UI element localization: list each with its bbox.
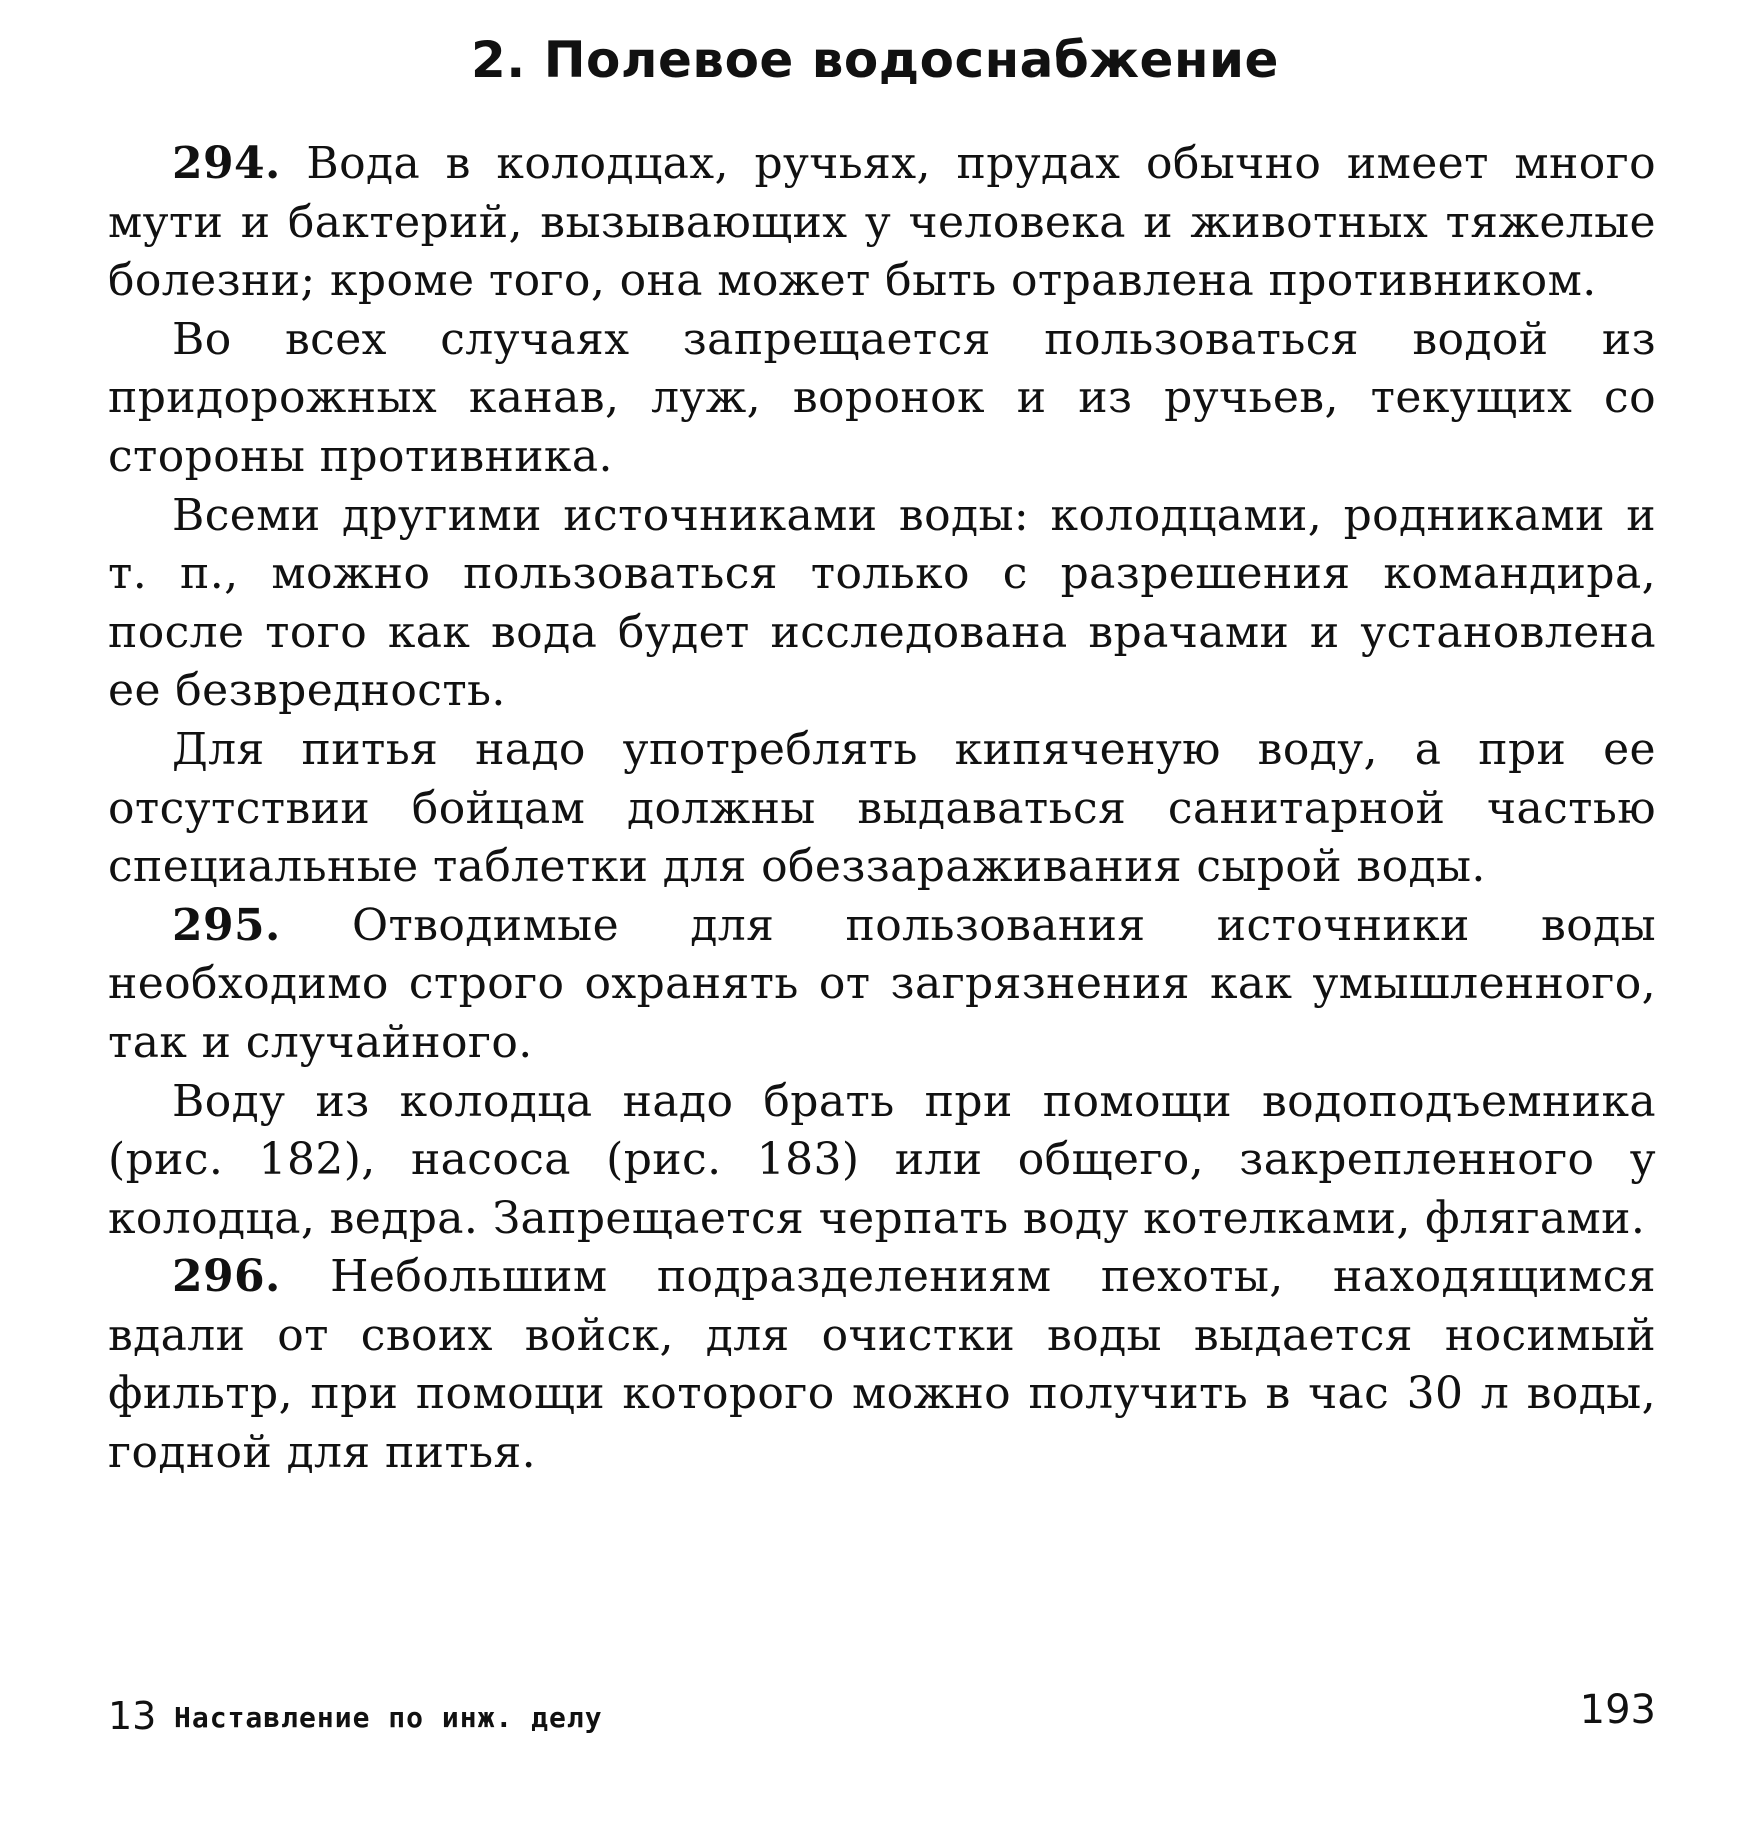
paragraph-number: 294.: [172, 138, 281, 189]
section-title: 2. Полевое водоснабжение: [471, 31, 1279, 89]
book-caption: Наставление по инж. делу: [174, 1701, 603, 1734]
paragraph-drinking: [108, 721, 1656, 897]
paragraph-number: 295.: [172, 899, 281, 951]
body-text: [108, 135, 1656, 1483]
signature-mark: 13: [108, 1694, 157, 1738]
paragraph-text: Для питья надо употреблять кипяченую воду, а при ее отсутствии бойцам должны выдаваться санитарной частью специальные таблетки для обеззараживания сырой воды.: [108, 723, 1656, 893]
paragraph-text: Вода в колодцах, ручьях, прудах обычно имеет много мути и бактерий, вызывающих у человека и животных тяжелые болезни; кроме того, она может быть отравлена противником.: [108, 138, 1656, 307]
paragraph-text: Отводимые для пользования источники воды необходимо строго охранять от загрязнения как умышленного, так и случайного.: [108, 899, 1656, 1068]
paragraph-well-water: [108, 1073, 1656, 1249]
page-footer: [108, 1686, 1656, 1746]
paragraph-294: [108, 135, 1656, 311]
paragraph-number: 296.: [172, 1251, 281, 1303]
paragraph-text: Всеми другими источниками воды: колодцами, родниками и т. п., можно пользоваться только с разрешения командира, после того как вода будет исследована врачами и установлена ее безвредность.: [108, 489, 1656, 717]
paragraph-295: [108, 897, 1656, 1073]
paragraph-text: Небольшим подразделениям пехоты, находящимся вдали от своих войск, для очистки воды выдается носимый фильтр, при помощи которого можно получить в час 30 л воды, годной для питья.: [108, 1251, 1656, 1479]
paragraph-roadside-water: [108, 311, 1656, 487]
paragraph-other-sources: [108, 487, 1656, 721]
paragraph-296: [108, 1248, 1656, 1482]
paragraph-text: Воду из колодца надо брать при помощи водоподъемника (рис. 182), насоса (рис. 183) или общего, закрепленного у колодца, ведра. Запрещается черпать воду котелками, флягами.: [108, 1075, 1656, 1244]
page-number: 193: [1579, 1687, 1656, 1733]
paragraph-text: Во всех случаях запрещается пользоваться водой из придорожных канав, луж, воронок и из ручьев, текущих со стороны противника.: [108, 313, 1656, 482]
